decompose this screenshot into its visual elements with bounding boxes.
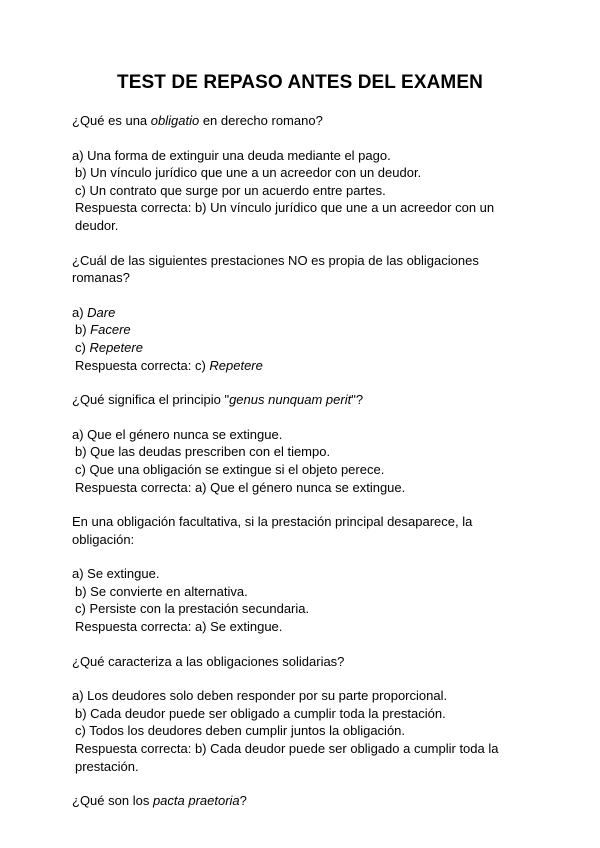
answers-3: [72, 426, 528, 496]
question-6-text-post: ?: [239, 793, 247, 809]
question-3-text-post: "?: [351, 392, 364, 408]
option-2c-label: c): [75, 339, 90, 355]
correct-answer-5: Respuesta correcta: b) Cada deudor puede ser obligado a cumplir toda la prestación.: [75, 741, 499, 774]
option-4b: b) Se convierte en alternativa.: [75, 583, 248, 599]
option-2a-label: a): [72, 304, 88, 320]
option-2b-term: Facere: [90, 322, 131, 338]
option-2b: [72, 321, 528, 339]
option-1a: a) Una forma de extinguir una deuda mediante el pago.: [72, 147, 391, 163]
question-3: [72, 391, 528, 409]
option-3a: a) Que el género nunca se extingue.: [72, 426, 283, 442]
correct-answer-2-term: Repetere: [209, 357, 263, 373]
question-1-text-post: en derecho romano?: [199, 113, 323, 128]
correct-answer-2-label: Respuesta correcta: c): [75, 357, 210, 373]
correct-answer-3: Respuesta correcta: a) Que el género nunca se extingue.: [75, 479, 406, 495]
correct-answer-2: [72, 357, 528, 375]
answers-4: [72, 565, 528, 635]
option-1b: b) Un vínculo jurídico que une a un acreedor con un deudor.: [75, 165, 422, 181]
answers-1: [72, 147, 528, 235]
option-1c: c) Un contrato que surge por un acuerdo entre partes.: [75, 182, 386, 198]
option-4c: c) Persiste con la prestación secundaria.: [75, 601, 310, 617]
question-4: En una obligación facultativa, si la prestación principal desaparece, la obligación:: [72, 514, 473, 547]
option-5b: b) Cada deudor puede ser obligado a cumplir toda la prestación.: [75, 705, 446, 721]
correct-answer-1: Respuesta correcta: b) Un vínculo jurídico que une a un acreedor con un deudor.: [75, 200, 495, 233]
option-5a: a) Los deudores solo deben responder por su parte proporcional.: [72, 688, 448, 704]
option-4a: a) Se extingue.: [72, 566, 160, 582]
question-2: ¿Cuál de las siguientes prestaciones NO es propia de las obligaciones romanas?: [72, 252, 479, 286]
document-title: TEST DE REPASO ANTES DEL EXAMEN: [117, 72, 483, 93]
question-6: [72, 792, 528, 810]
question-5: ¿Qué caracteriza a las obligaciones solidarias?: [72, 653, 345, 669]
option-2c-term: Repetere: [89, 339, 143, 355]
option-5c: c) Todos los deudores deben cumplir juntos la obligación.: [75, 723, 406, 739]
option-2b-label: b): [75, 322, 91, 338]
option-2a: [72, 304, 528, 322]
option-3b: b) Que las deudas prescriben con el tiempo.: [75, 444, 331, 460]
question-6-term: pacta praetoria: [152, 793, 240, 809]
question-6-text-pre: ¿Qué son los: [72, 793, 153, 809]
option-2a-term: Dare: [87, 304, 116, 320]
question-1-text-pre: ¿Qué es una: [72, 113, 151, 128]
answers-5: [72, 687, 528, 775]
option-3c: c) Que una obligación se extingue si el objeto perece.: [75, 461, 385, 477]
answers-2: [72, 304, 528, 374]
question-3-term: genus nunquam perit: [229, 392, 352, 408]
option-2c: [72, 339, 528, 357]
question-3-text-pre: ¿Qué significa el principio ": [72, 392, 230, 408]
question-1: [72, 112, 528, 130]
question-1-term: obligatio: [150, 113, 200, 128]
correct-answer-4: Respuesta correcta: a) Se extingue.: [75, 619, 283, 635]
